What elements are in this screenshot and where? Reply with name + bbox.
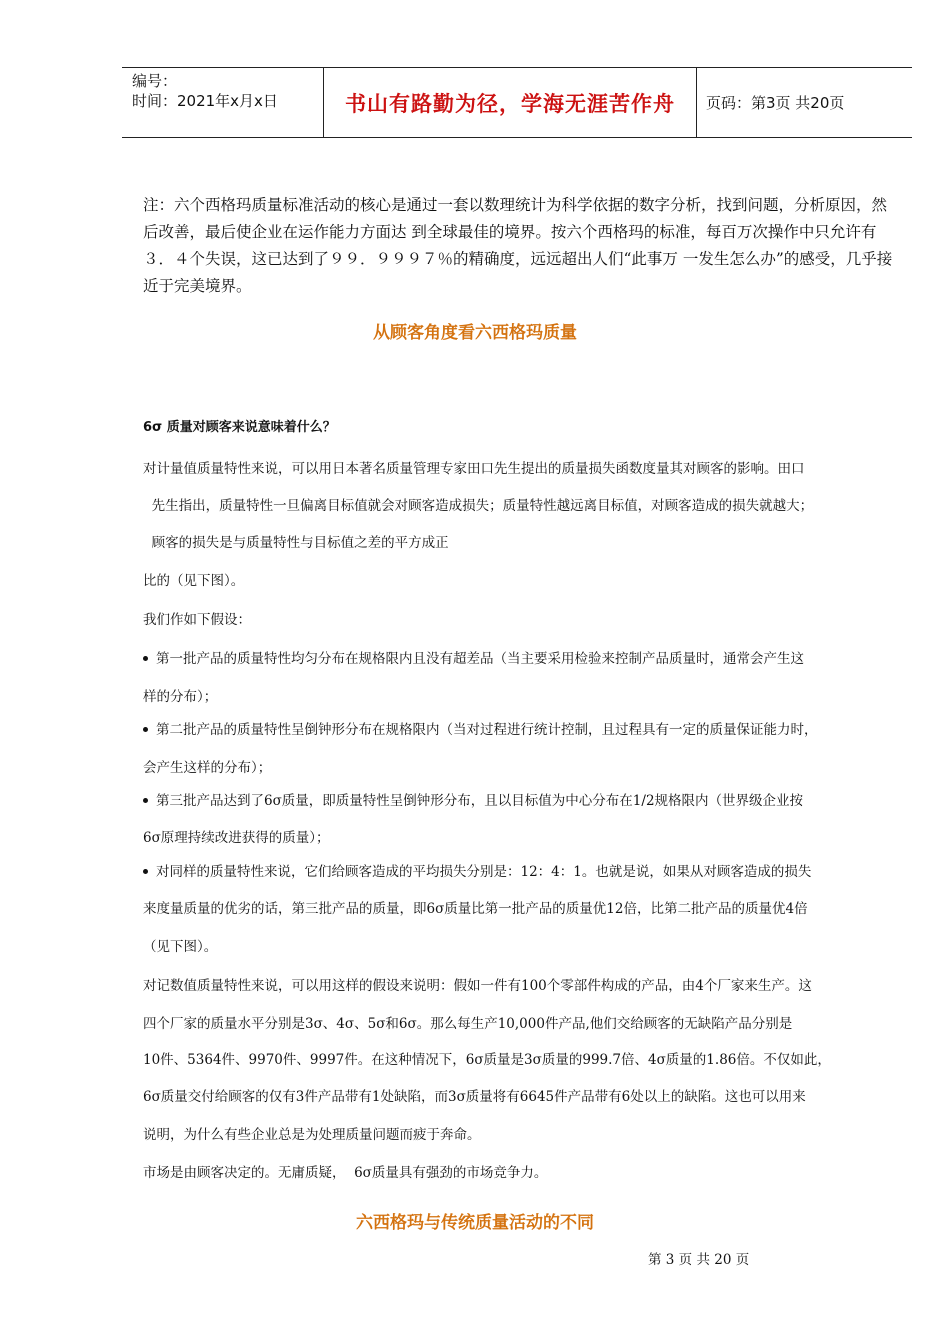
code-label: 编号： xyxy=(132,72,178,90)
body-line: 顾客的损失是与质量特性与目标值之差的平方成正 xyxy=(143,535,449,551)
bullet-text: 对同样的质量特性来说，它们给顾客造成的平均损失分别是：12：4：1。也就是说，如果从对顾客造成的损失 xyxy=(156,864,812,880)
header-divider xyxy=(696,68,697,137)
header-meta xyxy=(132,71,322,111)
bullet-icon xyxy=(143,798,148,803)
body-line: 6σ质量交付给顾客的仅有3件产品带有1处缺陷，而3σ质量将有6645件产品带有6处以上的缺陷。这也可以用来 xyxy=(143,1089,806,1105)
bullet-icon xyxy=(143,656,148,661)
body-line: 比的（见下图）。 xyxy=(143,573,245,589)
body-line: 市场是由顾客决定的。无庸质疑， 6σ质量具有强劲的市场竞争力。 xyxy=(143,1165,548,1181)
body-line: 6σ原理持续改进获得的质量）； xyxy=(143,830,330,846)
header-motto: 书山有路勤为径，学海无涯苦作舟 xyxy=(345,91,675,116)
bullet-text: 第一批产品的质量特性均匀分布在规格限内且没有超差品（当主要采用检验来控制产品质量时，通常会产生这 xyxy=(156,651,804,667)
bullet-text: 第三批产品达到了6σ质量，即质量特性呈倒钟形分布，且以目标值为中心分布在1/2规格限内（世界级企业按 xyxy=(156,793,804,809)
bullet-item xyxy=(143,860,811,880)
bullet-item xyxy=(143,718,818,738)
body-line: 先生指出，质量特性一旦偏离目标值就会对顾客造成损失；质量特性越远离目标值，对顾客造成的损失就越大； xyxy=(143,498,814,514)
time-label: 时间：2021年x月x日 xyxy=(132,92,278,110)
section-title-difference: 六西格玛与传统质量活动的不同 xyxy=(356,1213,594,1233)
body-line: （见下图）。 xyxy=(143,939,218,955)
note-paragraph: 注：六个西格玛质量标准活动的核心是通过一套以数理统计为科学依据的数字分析，找到问题，分析原因，然后改善，最后使企业在运作能力方面达 到全球最佳的境界。按六个西格玛的标准，每百万次操作中只允许有３．４个失误，这已达到了９９．９９９７％的精确度，远远超出人们“此事万 一发生怎么办”的感受，几乎接近于完美境界。 xyxy=(143,196,893,295)
question-heading: 6σ 质量对顾客来说意味着什么？ xyxy=(143,420,336,435)
body-line: 来度量质量的优劣的话，第三批产品的质量，即6σ质量比第一批产品的质量优12倍，比第二批产品的质量优4倍 xyxy=(143,901,808,917)
bullet-item xyxy=(143,789,803,809)
bullet-icon xyxy=(143,869,148,874)
body-line: 说明，为什么有些企业总是为处理质量问题而疲于奔命。 xyxy=(143,1127,481,1143)
footer-page-number: 第 3 页 共 20 页 xyxy=(648,1252,750,1268)
bullet-item xyxy=(143,647,804,667)
bullet-icon xyxy=(143,727,148,732)
body-line: 四个厂家的质量水平分别是3σ、4σ、5σ和6σ。那么每生产10,000件产品,他们交给顾客的无缺陷产品分别是 xyxy=(143,1016,793,1032)
bullet-text: 第二批产品的质量特性呈倒钟形分布在规格限内（当对过程进行统计控制，且过程具有一定的质量保证能力时， xyxy=(156,722,818,738)
body-line: 样的分布）； xyxy=(143,689,218,705)
body-line: 对计量值质量特性来说，可以用日本著名质量管理专家田口先生提出的质量损失函数度量其对顾客的影响。田口 xyxy=(143,461,805,477)
header-page-number: 页码：第3页 共20页 xyxy=(706,94,845,112)
body-line: 10件、5364件、9970件、9997件。在这种情况下，6σ质量是3σ质量的999.7倍、4σ质量的1.86倍。不仅如此， xyxy=(143,1052,831,1068)
section-title-customer: 从顾客角度看六西格玛质量 xyxy=(373,323,577,343)
body-line: 对记数值质量特性来说，可以用这样的假设来说明：假如一件有100个零部件构成的产品，由4个厂家来生产。这 xyxy=(143,978,812,994)
body-line: 我们作如下假设： xyxy=(143,612,251,628)
body-line: 会产生这样的分布）； xyxy=(143,760,272,776)
page-header xyxy=(122,67,912,138)
